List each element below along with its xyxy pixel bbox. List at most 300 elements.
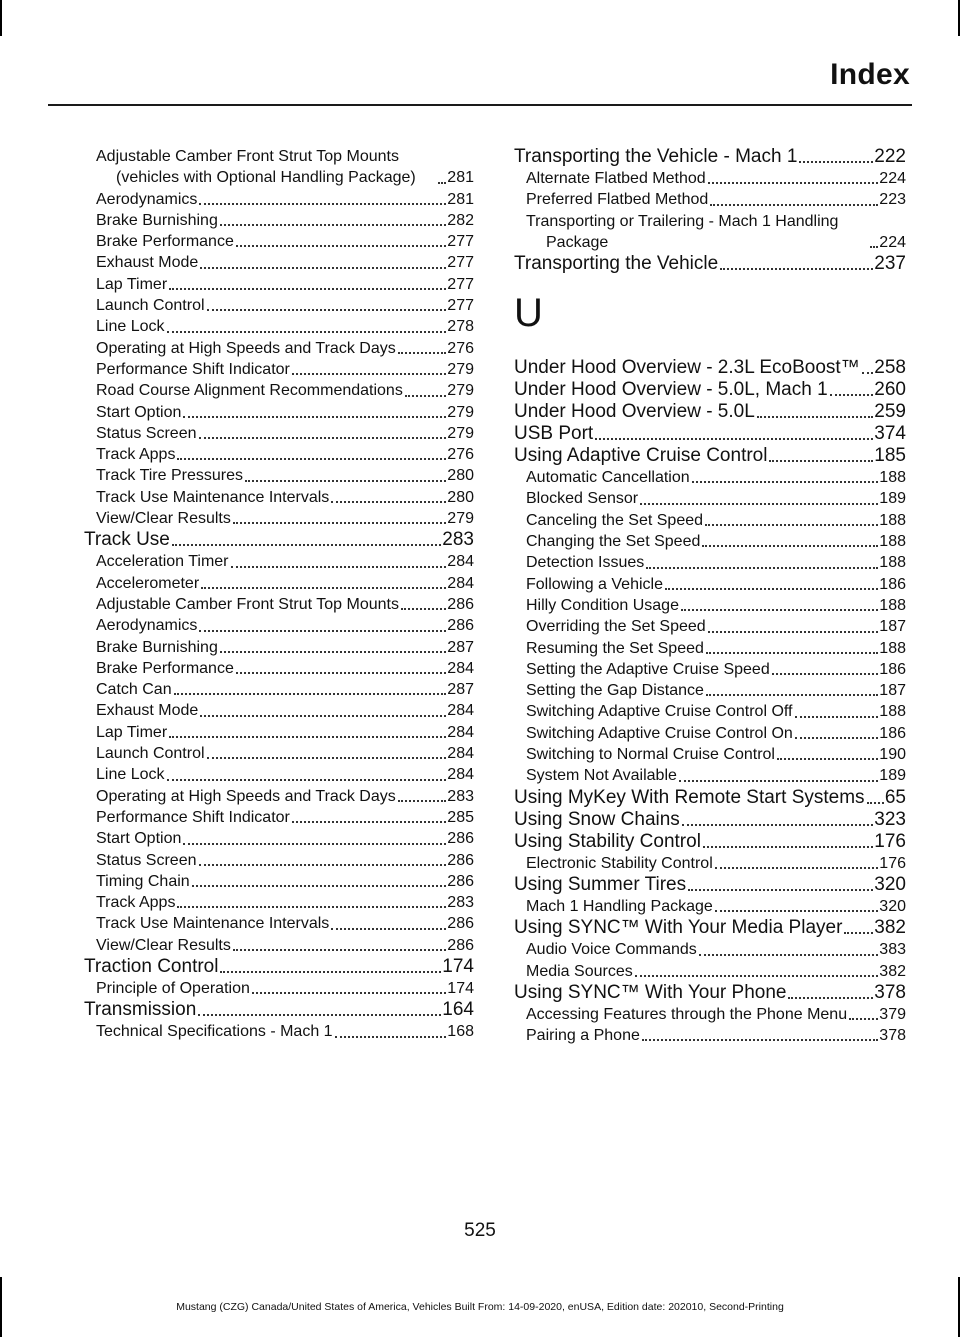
index-entry[interactable]: [514, 809, 906, 831]
index-entry-text: Track Use: [84, 529, 170, 551]
index-subentry[interactable]: [514, 896, 906, 917]
index-entry-text: Track Tire Pressures: [96, 467, 243, 485]
dot-leader: [867, 802, 884, 804]
dot-leader: [198, 1014, 441, 1016]
index-entry-page: 187: [879, 618, 906, 636]
index-entry-page: 277: [447, 297, 474, 315]
index-entry-text: Track Apps: [96, 894, 176, 912]
index-entry-page: 320: [874, 873, 906, 895]
dot-leader: [769, 460, 873, 462]
index-subentry[interactable]: [84, 871, 474, 892]
index-entry-text: Start Option: [96, 830, 182, 848]
index-column-left: [84, 146, 474, 1043]
dot-leader: [292, 373, 446, 375]
index-entry-text: Exhaust Mode: [96, 254, 199, 272]
index-entry-text: Switching Adaptive Cruise Control Off: [526, 703, 793, 721]
index-entry-page: 237: [874, 253, 906, 275]
index-entry-text: Road Course Alignment Recommendations: [96, 382, 403, 400]
index-entry-page: 283: [447, 787, 474, 805]
dot-leader: [401, 608, 446, 610]
index-entry-text: Mach 1 Handling Package: [526, 897, 713, 915]
index-entry-page: 279: [447, 424, 474, 442]
index-entry-text: Switching Adaptive Cruise Control On: [526, 724, 793, 742]
index-entry-text: Under Hood Overview - 5.0L, Mach 1: [514, 379, 828, 401]
index-entry[interactable]: [514, 982, 906, 1004]
index-entry-page: 379: [879, 1005, 906, 1023]
index-subentry[interactable]: [84, 274, 474, 295]
index-entry-text: Transmission: [84, 999, 197, 1021]
index-entry-text: Setting the Adaptive Cruise Speed: [526, 660, 770, 678]
crop-mark-top-left: [0, 0, 2, 36]
index-entry-text: Exhaust Mode: [96, 702, 199, 720]
dot-leader: [688, 889, 873, 891]
index-entry-text: Status Screen: [96, 424, 197, 442]
index-entry-page: 186: [879, 724, 906, 742]
index-entry-page: 278: [447, 318, 474, 336]
header-divider: [48, 104, 912, 106]
index-entry[interactable]: [84, 999, 474, 1021]
index-entry[interactable]: [514, 831, 906, 853]
dot-leader: [233, 522, 446, 524]
index-subentry[interactable]: [84, 722, 474, 743]
index-entry-text: Operating at High Speeds and Track Days: [96, 787, 396, 805]
dot-leader: [862, 372, 874, 374]
dot-leader: [849, 1018, 878, 1020]
index-entry-page: 282: [447, 211, 474, 229]
index-subentry[interactable]: [514, 659, 906, 680]
index-entry-page: 280: [447, 467, 474, 485]
index-subentry[interactable]: [84, 444, 474, 465]
index-entry-text: Status Screen: [96, 851, 197, 869]
index-entry-page: 284: [447, 766, 474, 784]
index-entry-page: 281: [447, 190, 474, 208]
index-entry[interactable]: [514, 253, 906, 275]
index-entry-text: Transporting the Vehicle: [514, 253, 719, 275]
index-entry-text: Transporting the Vehicle - Mach 1: [514, 146, 798, 167]
index-subentry[interactable]: [84, 828, 474, 849]
dot-leader: [665, 588, 878, 590]
index-subentry[interactable]: [514, 1004, 906, 1025]
index-entry-page: 286: [447, 851, 474, 869]
index-entry-text: Transporting or Trailering - Mach 1 Handling Package: [526, 212, 839, 251]
index-entry-page: 286: [447, 617, 474, 635]
index-subentry[interactable]: [84, 295, 474, 316]
dot-leader: [398, 800, 447, 802]
index-subentry[interactable]: [84, 978, 474, 999]
index-entry-page: 277: [447, 233, 474, 251]
index-entry-text: Launch Control: [96, 745, 205, 763]
index-subentry[interactable]: [84, 1021, 474, 1042]
index-subentry[interactable]: [514, 701, 906, 722]
dot-leader: [169, 736, 446, 738]
index-entry-text: Start Option: [96, 403, 182, 421]
index-subentry[interactable]: [84, 700, 474, 721]
index-entry-page: 284: [447, 659, 474, 677]
index-subentry[interactable]: [514, 680, 906, 701]
index-entry-text: Timing Chain: [96, 872, 190, 890]
index-subentry[interactable]: [514, 853, 906, 874]
index-entry-page: 286: [447, 872, 474, 890]
index-entry-page: 188: [879, 554, 906, 572]
index-entry-text: View/Clear Results: [96, 936, 231, 954]
index-entry-page: 286: [447, 936, 474, 954]
index-subentry[interactable]: [514, 638, 906, 659]
dot-leader: [199, 864, 447, 866]
index-subentry[interactable]: [514, 574, 906, 595]
index-subentry[interactable]: [84, 679, 474, 700]
dot-leader: [236, 245, 446, 247]
index-entry-page: 174: [442, 955, 474, 977]
index-entry-page: 284: [447, 702, 474, 720]
dot-leader: [331, 928, 446, 930]
index-entry-text: Brake Performance: [96, 233, 234, 251]
index-entry-page: 224: [879, 170, 906, 187]
dot-leader: [201, 587, 446, 589]
index-entry-page: 185: [874, 445, 906, 467]
index-entry-page: 188: [879, 533, 906, 551]
dot-leader: [706, 694, 878, 696]
index-entry-text: Alternate Flatbed Method: [526, 170, 706, 187]
index-subentry[interactable]: [84, 743, 474, 764]
index-entry-page: 188: [879, 469, 906, 487]
dot-leader: [710, 204, 878, 206]
index-subentry[interactable]: [84, 359, 474, 380]
dot-leader: [777, 758, 878, 760]
index-entry-text: Under Hood Overview - 2.3L EcoBoost™: [514, 357, 860, 379]
index-entry[interactable]: [514, 423, 906, 445]
index-entry-text: Following a Vehicle: [526, 575, 663, 593]
index-entry-page: 283: [447, 894, 474, 912]
dot-leader: [720, 268, 873, 270]
index-entry-page: 374: [874, 423, 906, 445]
index-subentry[interactable]: [514, 211, 906, 254]
index-entry-page: 382: [879, 962, 906, 980]
dot-leader: [702, 545, 878, 547]
index-entry-page: 258: [874, 357, 906, 379]
dot-leader: [699, 954, 879, 956]
index-entry[interactable]: [514, 917, 906, 939]
index-entry-page: 189: [879, 767, 906, 785]
index-subentry[interactable]: [514, 616, 906, 637]
dot-leader: [192, 885, 447, 887]
dot-leader: [772, 673, 879, 675]
dot-leader: [231, 566, 447, 568]
index-entry-page: 186: [879, 575, 906, 593]
index-entry-text: Media Sources: [526, 962, 633, 980]
index-entry-page: 279: [447, 510, 474, 528]
dot-leader: [870, 246, 878, 248]
index-entry-page: 260: [874, 379, 906, 401]
index-entry-text: Aerodynamics: [96, 190, 198, 208]
index-subentry[interactable]: [514, 723, 906, 744]
index-entry[interactable]: [514, 787, 906, 809]
index-entry[interactable]: [514, 146, 906, 168]
index-entry-text: Brake Burnishing: [96, 638, 218, 656]
index-subentry[interactable]: [84, 573, 474, 594]
page-number: 525: [464, 1220, 496, 1241]
footer-text: Mustang (CZG) Canada/United States of America, Vehicles Built From: 14-09-2020, enUSA, Edition date: 202010, Second-Printing: [176, 1301, 784, 1313]
index-subentry[interactable]: [84, 807, 474, 828]
index-entry-page: 287: [447, 681, 474, 699]
index-entry-page: 277: [447, 275, 474, 293]
dot-leader: [757, 416, 874, 418]
dot-leader: [174, 693, 447, 695]
dot-leader: [172, 544, 441, 546]
index-entry-text: Using Summer Tires: [514, 873, 687, 895]
index-entry-page: 279: [447, 360, 474, 378]
dot-leader: [715, 867, 879, 869]
index-entry[interactable]: [84, 529, 474, 551]
index-entry-page: 279: [447, 403, 474, 421]
index-subentry[interactable]: [514, 595, 906, 616]
index-subentry[interactable]: [84, 935, 474, 956]
index-subentry[interactable]: [84, 637, 474, 658]
index-entry-text: Hilly Condition Usage: [526, 596, 679, 614]
index-entry-page: 65: [884, 786, 906, 808]
dot-leader: [646, 567, 878, 569]
dot-leader: [703, 846, 873, 848]
index-subentry[interactable]: [84, 786, 474, 807]
index-entry-text: Using Snow Chains: [514, 808, 680, 830]
index-subentry[interactable]: [84, 764, 474, 785]
index-entry-page: 378: [879, 1027, 906, 1045]
index-subentry[interactable]: [84, 913, 474, 934]
dot-leader: [292, 821, 446, 823]
dot-leader: [799, 161, 873, 163]
index-subentry[interactable]: [514, 531, 906, 552]
index-entry-text: Brake Performance: [96, 659, 234, 677]
index-entry-text: System Not Available: [526, 767, 677, 785]
dot-leader: [705, 524, 878, 526]
index-column-right: [514, 146, 906, 1046]
index-subentry[interactable]: [514, 552, 906, 573]
index-entry[interactable]: [514, 357, 906, 379]
index-subentry[interactable]: [84, 892, 474, 913]
index-entry-text: Operating at High Speeds and Track Days: [96, 339, 396, 357]
dot-leader: [220, 971, 441, 973]
dot-leader: [692, 481, 879, 483]
index-entry-page: 176: [874, 830, 906, 852]
index-entry-page: 323: [874, 808, 906, 830]
index-subentry[interactable]: [84, 850, 474, 871]
dot-leader: [199, 630, 446, 632]
index-subentry[interactable]: [84, 252, 474, 273]
index-subentry[interactable]: [84, 189, 474, 210]
index-entry-text: Line Lock: [96, 318, 165, 336]
dot-leader: [200, 267, 446, 269]
index-entry-text: Switching to Normal Cruise Control: [526, 746, 775, 764]
index-entry-text: Adjustable Camber Front Strut Top Mounts: [96, 595, 399, 613]
index-entry-page: 383: [879, 941, 906, 959]
index-entry-text: Technical Specifications - Mach 1: [96, 1023, 333, 1041]
index-entry-text: Overriding the Set Speed: [526, 618, 706, 636]
index-entry-text: Preferred Flatbed Method: [526, 191, 709, 209]
index-subentry[interactable]: [84, 231, 474, 252]
index-entry-text: Resuming the Set Speed: [526, 639, 704, 657]
index-entry-page: 276: [447, 446, 474, 464]
index-entry-page: 190: [879, 746, 906, 764]
index-entry-text: Track Apps: [96, 446, 176, 464]
index-entry-page: 284: [447, 553, 474, 571]
dot-leader: [207, 757, 447, 759]
dot-leader: [642, 1039, 878, 1041]
index-entry-page: 287: [447, 638, 474, 656]
index-entry-page: 188: [879, 596, 906, 614]
dot-leader: [405, 395, 446, 397]
index-subentry[interactable]: [84, 465, 474, 486]
dot-leader: [169, 288, 446, 290]
index-entry-text: Using MyKey With Remote Start Systems: [514, 786, 865, 808]
dot-leader: [233, 949, 446, 951]
index-entry[interactable]: [84, 956, 474, 978]
dot-leader: [795, 716, 879, 718]
index-entry[interactable]: [514, 445, 906, 467]
index-entry-page: 286: [447, 915, 474, 933]
dot-leader: [183, 416, 446, 418]
dot-leader: [595, 438, 873, 440]
dot-leader: [167, 331, 447, 333]
index-subentry[interactable]: [514, 189, 906, 210]
index-entry-text: Changing the Set Speed: [526, 533, 701, 551]
dot-leader: [681, 609, 878, 611]
index-entry-page: 188: [879, 511, 906, 529]
dot-leader: [398, 352, 447, 354]
index-entry-text: Setting the Gap Distance: [526, 682, 704, 700]
dot-leader: [200, 715, 446, 717]
index-entry-page: 222: [874, 146, 906, 167]
index-entry-text: Using Stability Control: [514, 830, 701, 852]
index-entry-text: Audio Voice Commands: [526, 941, 697, 959]
index-subentry[interactable]: [84, 402, 474, 423]
index-entry-text: Blocked Sensor: [526, 490, 639, 508]
index-entry-text: Accessing Features through the Phone Menu: [526, 1005, 848, 1023]
dot-leader: [177, 458, 446, 460]
index-entry[interactable]: [514, 401, 906, 423]
dot-leader: [199, 203, 446, 205]
dot-leader: [715, 910, 879, 912]
index-entry-page: 176: [879, 854, 906, 872]
index-entry-text: Track Use Maintenance Intervals: [96, 915, 330, 933]
index-entry-text: View/Clear Results: [96, 510, 231, 528]
index-subentry[interactable]: [84, 508, 474, 529]
dot-leader: [220, 224, 446, 226]
index-entry-text: Performance Shift Indicator: [96, 360, 290, 378]
index-subentry[interactable]: [84, 338, 474, 359]
index-entry-text: Track Use Maintenance Intervals: [96, 488, 330, 506]
dot-leader: [795, 737, 879, 739]
index-subentry[interactable]: [514, 1025, 906, 1046]
index-entry-text: Lap Timer: [96, 275, 168, 293]
index-entry-page: 277: [447, 254, 474, 272]
index-entry[interactable]: [514, 874, 906, 896]
index-entry-page: 276: [447, 339, 474, 357]
dot-leader: [844, 932, 873, 934]
index-entry-page: 283: [442, 529, 474, 551]
dot-leader: [788, 997, 873, 999]
index-entry-page: 223: [879, 191, 906, 209]
dot-leader: [682, 824, 873, 826]
dot-leader: [236, 672, 446, 674]
index-subentry[interactable]: [84, 423, 474, 444]
index-subentry[interactable]: [514, 488, 906, 509]
dot-leader: [207, 309, 447, 311]
index-entry-text: Launch Control: [96, 297, 205, 315]
index-entry-text: Accelerometer: [96, 574, 200, 592]
index-entry-text: Brake Burnishing: [96, 211, 218, 229]
index-subentry[interactable]: [514, 467, 906, 488]
index-entry-text: Detection Issues: [526, 554, 645, 572]
index-entry-text: Using Adaptive Cruise Control: [514, 445, 768, 467]
index-entry-page: 279: [447, 382, 474, 400]
index-entry-text: Electronic Stability Control: [526, 854, 713, 872]
index-entry-page: 187: [879, 682, 906, 700]
index-subentry[interactable]: [84, 316, 474, 337]
index-subentry[interactable]: [514, 939, 906, 960]
index-entry-page: 286: [447, 830, 474, 848]
index-entry-text: Aerodynamics: [96, 617, 198, 635]
index-subentry[interactable]: [84, 594, 474, 615]
dot-leader: [706, 652, 878, 654]
index-entry-page: 284: [447, 574, 474, 592]
index-entry-text: Acceleration Timer: [96, 553, 229, 571]
index-entry-page: 164: [442, 999, 474, 1021]
dot-leader: [220, 651, 446, 653]
index-subentry[interactable]: [514, 510, 906, 531]
index-entry-text: Performance Shift Indicator: [96, 808, 290, 826]
index-subentry[interactable]: [84, 551, 474, 572]
index-entry-page: 259: [874, 401, 906, 423]
index-subentry[interactable]: [514, 168, 906, 189]
index-subentry[interactable]: [514, 961, 906, 982]
index-entry-text: Canceling the Set Speed: [526, 511, 704, 529]
index-entry-text: Adjustable Camber Front Strut Top Mounts (vehicles with Optional Handling Package): [96, 148, 416, 187]
index-subentry[interactable]: [84, 487, 474, 508]
index-entry-page: 174: [447, 979, 474, 997]
index-entry-text: Catch Can: [96, 681, 172, 699]
index-entry-text: USB Port: [514, 423, 594, 445]
dot-leader: [183, 843, 446, 845]
index-subentry[interactable]: [514, 744, 906, 765]
index-entry-page: 188: [879, 703, 906, 721]
index-entry-page: 320: [879, 897, 906, 915]
dot-leader: [830, 394, 874, 396]
index-subentry[interactable]: [84, 210, 474, 231]
index-entry-text: Under Hood Overview - 5.0L: [514, 401, 755, 423]
index-entry-text: Principle of Operation: [96, 979, 250, 997]
index-entry-page: 186: [879, 660, 906, 678]
index-subentry[interactable]: [514, 765, 906, 786]
index-entry-text: Lap Timer: [96, 723, 168, 741]
dot-leader: [177, 906, 446, 908]
dot-leader: [679, 780, 878, 782]
index-entry-page: 280: [447, 488, 474, 506]
index-entry-page: 378: [874, 981, 906, 1003]
dot-leader: [167, 779, 447, 781]
index-entry-text: Using SYNC™ With Your Media Player: [514, 917, 843, 939]
index-entry-page: 382: [874, 917, 906, 939]
index-entry-page: 284: [447, 745, 474, 763]
dot-leader: [252, 992, 446, 994]
index-entry-page: 224: [879, 233, 906, 251]
index-subentry[interactable]: [84, 380, 474, 401]
dot-leader: [199, 437, 447, 439]
index-entry-page: 188: [879, 639, 906, 657]
index-subentry[interactable]: [84, 658, 474, 679]
index-entry[interactable]: [514, 379, 906, 401]
dot-leader: [640, 503, 878, 505]
index-subentry[interactable]: [84, 146, 474, 189]
index-subentry[interactable]: [84, 615, 474, 636]
